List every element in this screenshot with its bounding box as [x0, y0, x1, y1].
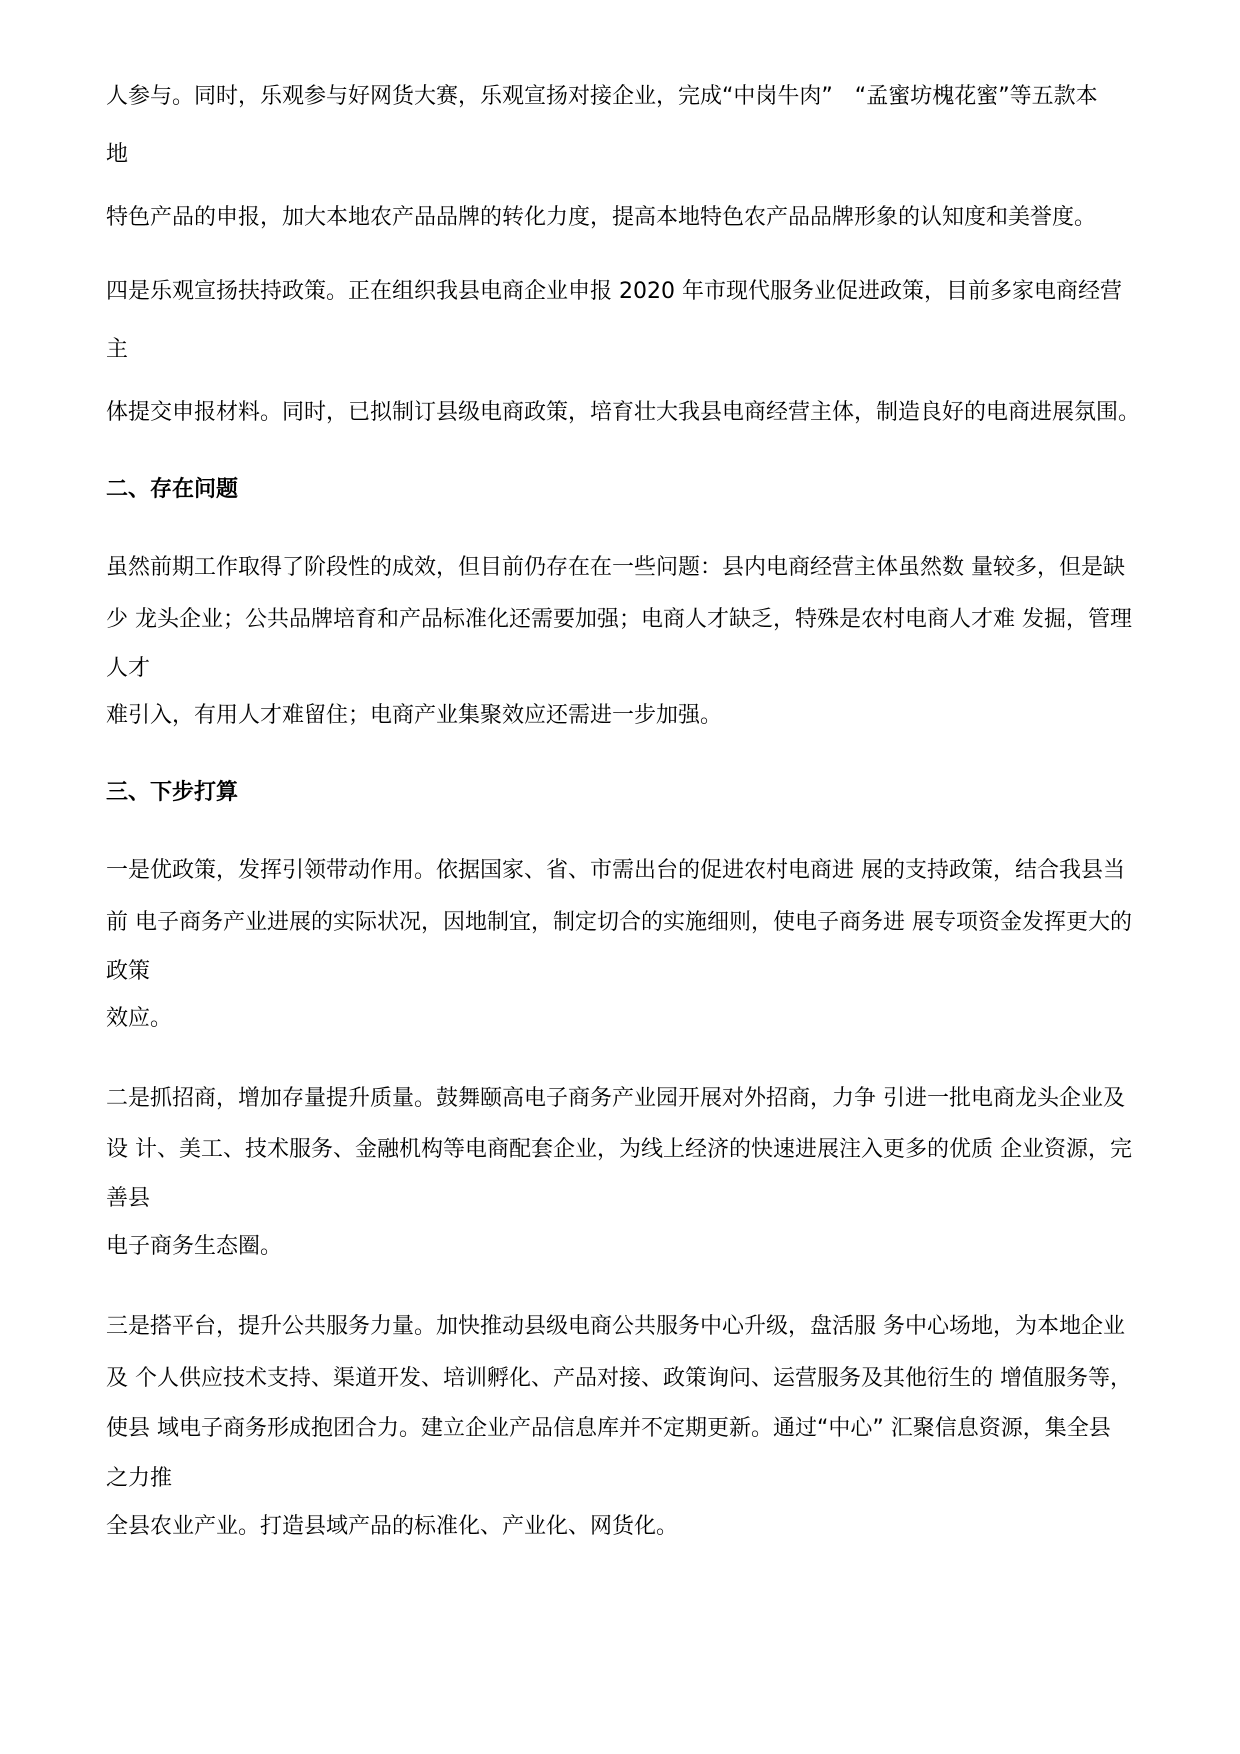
paragraph-6-line-3: 使县 域电子商务形成抱团合力。建立企业产品信息库并不定期更新。通过“中心” 汇聚信息资源，集全县: [106, 1416, 1111, 1441]
paragraph-3-line-4: 难引入，有用人才难留住；电商产业集聚效应还需进一步加强。: [106, 703, 723, 728]
paragraph-4-line-2: 前 电子商务产业进展的实际状况，因地制宜，制定切合的实施细则，使电子商务进 展专项资金发挥更大的: [106, 910, 1132, 935]
paragraph-6-line-5: 全县农业产业。打造县域产品的标准化、产业化、网货化。: [106, 1514, 679, 1539]
paragraph-3-line-3: 人才: [106, 656, 151, 681]
paragraph-1-line-2: 地: [106, 142, 129, 167]
paragraph-3-line-2: 少 龙头企业；公共品牌培育和产品标准化还需要加强；电商人才缺乏，特殊是农村电商人才难 发掘，管理: [106, 607, 1132, 632]
paragraph-5-line-1: 二是抓招商，增加存量提升质量。鼓舞颐高电子商务产业园开展对外招商，力争 引进一批电商龙头企业及: [106, 1086, 1125, 1111]
paragraph-6-line-1: 三是搭平台，提升公共服务力量。加快推动县级电商公共服务中心升级，盘活服 务中心场地，为本地企业: [106, 1314, 1125, 1339]
paragraph-5-line-3: 善县: [106, 1186, 151, 1211]
paragraph-4-line-3: 政策: [106, 959, 151, 984]
paragraph-6-line-4: 之力推: [106, 1466, 173, 1491]
paragraph-1-line-1: 人参与。同时，乐观参与好网货大赛，乐观宣扬对接企业，完成“中岗牛肉” “孟蜜坊槐花蜜”等五款本: [106, 84, 1098, 109]
paragraph-4-line-1: 一是优政策，发挥引领带动作用。依据国家、省、市需出台的促进农村电商进 展的支持政策，结合我县当: [106, 858, 1125, 883]
paragraph-5-line-4: 电子商务生态圈。: [106, 1234, 283, 1259]
paragraph-4-line-4: 效应。: [106, 1006, 173, 1031]
section-heading-problems: 二、存在问题: [106, 477, 239, 502]
paragraph-6-line-2: 及 个人供应技术支持、渠道开发、培训孵化、产品对接、政策询问、运营服务及其他衍生的 增值服务等，: [106, 1366, 1132, 1391]
paragraph-2-line-3: 体提交申报材料。同时，已拟制订县级电商政策，培育壮大我县电商经营主体，制造良好的电商进展氛围。: [106, 400, 1141, 425]
section-heading-next-steps: 三、下步打算: [106, 780, 239, 805]
paragraph-3-line-1: 虽然前期工作取得了阶段性的成效，但目前仍存在在一些问题：县内电商经营主体虽然数 量较多，但是缺: [106, 555, 1125, 580]
paragraph-1-line-3: 特色产品的申报，加大本地农产品品牌的转化力度，提高本地特色农产品品牌形象的认知度和美誉度。: [106, 205, 1097, 230]
paragraph-5-line-2: 设 计、美工、技术服务、金融机构等电商配套企业，为线上经济的快速进展注入更多的优质 企业资源，完: [106, 1137, 1132, 1162]
paragraph-2-line-2: 主: [106, 337, 129, 362]
paragraph-2-line-1: 四是乐观宣扬扶持政策。正在组织我县电商企业申报 2020 年市现代服务业促进政策，目前多家电商经营: [106, 279, 1122, 304]
